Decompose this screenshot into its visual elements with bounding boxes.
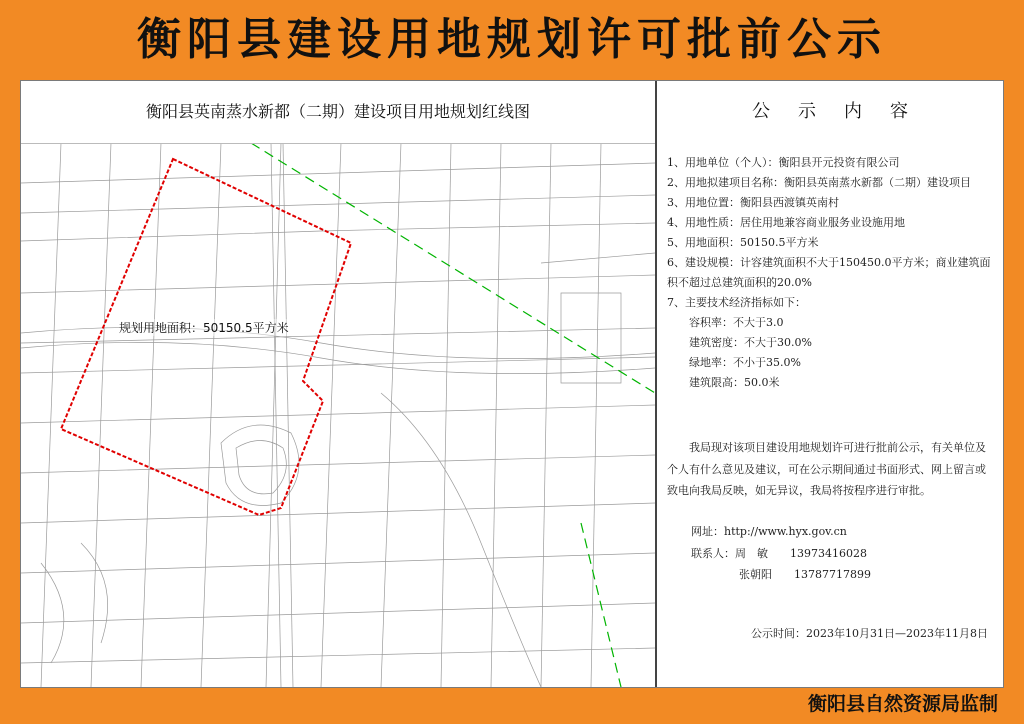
- indicator-item: 绿地率：不小于35.0%: [689, 356, 801, 369]
- notice-item: 7、主要技术经济指标如下：: [667, 296, 806, 309]
- banner-title: 衡阳县建设用地规划许可批前公示: [137, 14, 887, 65]
- notice-item: 2、用地拟建项目名称：衡阳县英南蒸水新都（二期）建设项目: [667, 176, 971, 189]
- indicator-item: 建筑限高：50.0米: [689, 376, 780, 389]
- parcel-lines: [21, 143, 655, 687]
- map-title: 衡阳县英南蒸水新都（二期）建设项目用地规划红线图: [21, 81, 655, 144]
- indicator-item: 建筑密度：不大于30.0%: [689, 336, 812, 349]
- notice-item: 5、用地面积：50150.5平方米: [667, 236, 819, 249]
- notice-title: 公示内容: [752, 101, 936, 122]
- notice-board: [20, 80, 1004, 688]
- website-link[interactable]: 网址：http://www.hyx.gov.cn: [691, 525, 847, 538]
- footer-supervisor: 衡阳县自然资源局监制: [807, 693, 998, 715]
- notice-item: 1、用地单位（个人）：衡阳县开元投资有限公司: [667, 156, 900, 169]
- indicator-item: 容积率：不大于3.0: [689, 316, 784, 329]
- notice-paragraph: 我局现对该项目建设用地规划许可进行批前公示，有关单位及个人有什么意见及建议，可在公示期间通过书面形式、网上留言或致电向我局反映，如无异议，我局将按程序进行审批。: [667, 441, 986, 497]
- publish-time: 公示时间：2023年10月31日—2023年11月8日: [751, 627, 988, 640]
- contact-block: [691, 521, 871, 586]
- cadastral-map: [21, 143, 655, 687]
- contact-person-1: 联系人：周 敏 13973416028: [691, 546, 867, 560]
- notice-items: [667, 153, 999, 393]
- notice-panel: [657, 81, 1003, 687]
- notice-item: 6、建设规模：计容建筑面积不大于150450.0平方米；商业建筑面积不超过总建筑面积的20.0%: [667, 256, 991, 289]
- map-area: [21, 81, 657, 687]
- notice-item: 3、用地位置：衡阳县西渡镇英南村: [667, 196, 839, 209]
- notice-item: 4、用地性质：居住用地兼容商业服务业设施用地: [667, 216, 905, 229]
- contact-person-2: 张朝阳 13787717899: [739, 568, 871, 581]
- red-boundary-line: [61, 159, 351, 515]
- area-label: 规划用地面积：50150.5平方米: [119, 321, 289, 335]
